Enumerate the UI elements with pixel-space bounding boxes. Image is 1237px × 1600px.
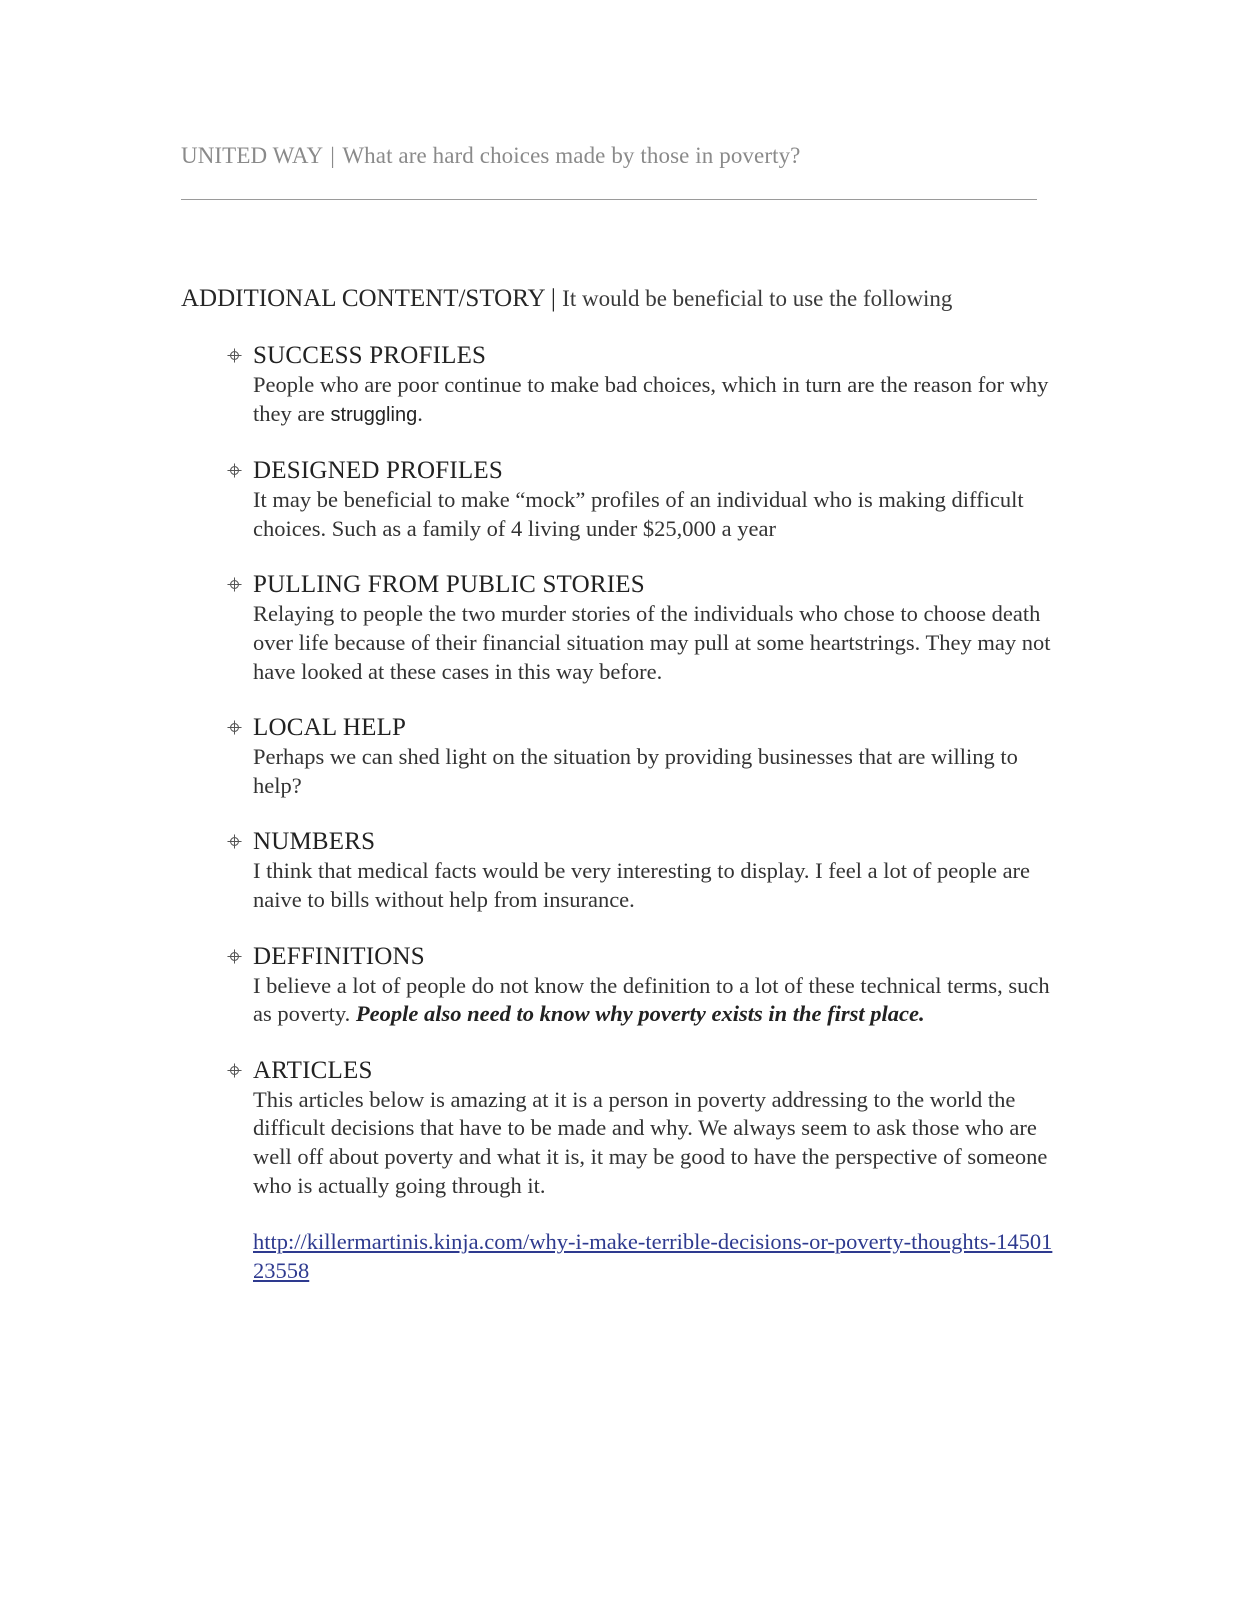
section-separator: | [550,285,556,312]
item-title: DEFFINITIONS [253,942,425,970]
item-title: SUCCESS PROFILES [253,342,487,369]
item-body: I think that medical facts would be very interesting to display. I feel a lot of people are naive to bills without help from insurance. [253,858,1031,912]
item-body: This articles below is amazing at it is a person in poverty addressing to the world the difficult decisions that have to be made and why. We always seem to ask those who are well off about poverty and what it is, it may be good to have the perspective of someone who is actually going through it. [253,1086,1048,1198]
item-body-emphasis: struggling [330,403,418,426]
article-link[interactable]: http://killermartinis.kinja.com/why-i-make-terrible-decisions-or-poverty-thoughts-1450123558 [253,1229,1053,1283]
list-item-articles [227,1056,1057,1286]
item-body: Relaying to people the two murder stories of the individuals who chose to choose death over life because of their financial situation may pull at some heartstrings. They may not have looked at these cases in this way before. [253,601,1051,684]
article-link-block [253,1228,1057,1285]
item-body-emphasis: People also need to know why poverty exists in the first place. [355,1001,925,1027]
item-body [253,972,1057,1029]
item-title: NUMBERS [253,828,376,856]
crosshair-bullet-icon [227,949,242,964]
crosshair-bullet-icon [227,834,242,849]
list-item-designed-profiles [227,456,1057,543]
list-item-definitions [227,942,1057,1029]
crosshair-bullet-icon [227,463,242,478]
crosshair-bullet-icon [227,577,242,592]
list-item-numbers [227,827,1057,914]
header-separator: | [330,143,335,168]
item-body: Perhaps we can shed light on the situation by providing businesses that are willing to help? [253,744,1018,798]
item-title: LOCAL HELP [253,714,407,742]
list-item-public-stories [227,570,1057,686]
list-item-success-profiles [227,341,1057,429]
item-title: DESIGNED PROFILES [253,457,503,485]
section-title: ADDITIONAL CONTENT/STORY [181,285,545,312]
item-title: PULLING FROM PUBLIC STORIES [253,571,645,599]
item-body: It may be beneficial to make “mock” profiles of an individual who is making difficult choices. Such as a family of 4 living under $25,000 a year [253,487,1024,541]
header-question: What are hard choices made by those in poverty? [342,143,801,168]
section-intro: It would be beneficial to use the following [562,286,953,311]
content-list [227,341,1057,1285]
list-item-local-help [227,713,1057,800]
item-body-end: . [417,400,423,426]
header-org: UNITED WAY [181,143,323,168]
item-body-text: I believe a lot of people do not know the definition to a lot of these technical terms, such as poverty. [253,972,1050,1027]
item-title: ARTICLES [253,1056,373,1084]
header-divider [181,199,1037,200]
item-body-text: People who are poor continue to make bad choices, which in turn are the reason for why they are [253,372,1049,426]
crosshair-bullet-icon [227,1063,242,1078]
crosshair-bullet-icon [227,348,242,363]
crosshair-bullet-icon [227,720,242,735]
item-body [253,371,1057,429]
section-heading [181,285,1041,313]
page-header [181,143,1037,169]
